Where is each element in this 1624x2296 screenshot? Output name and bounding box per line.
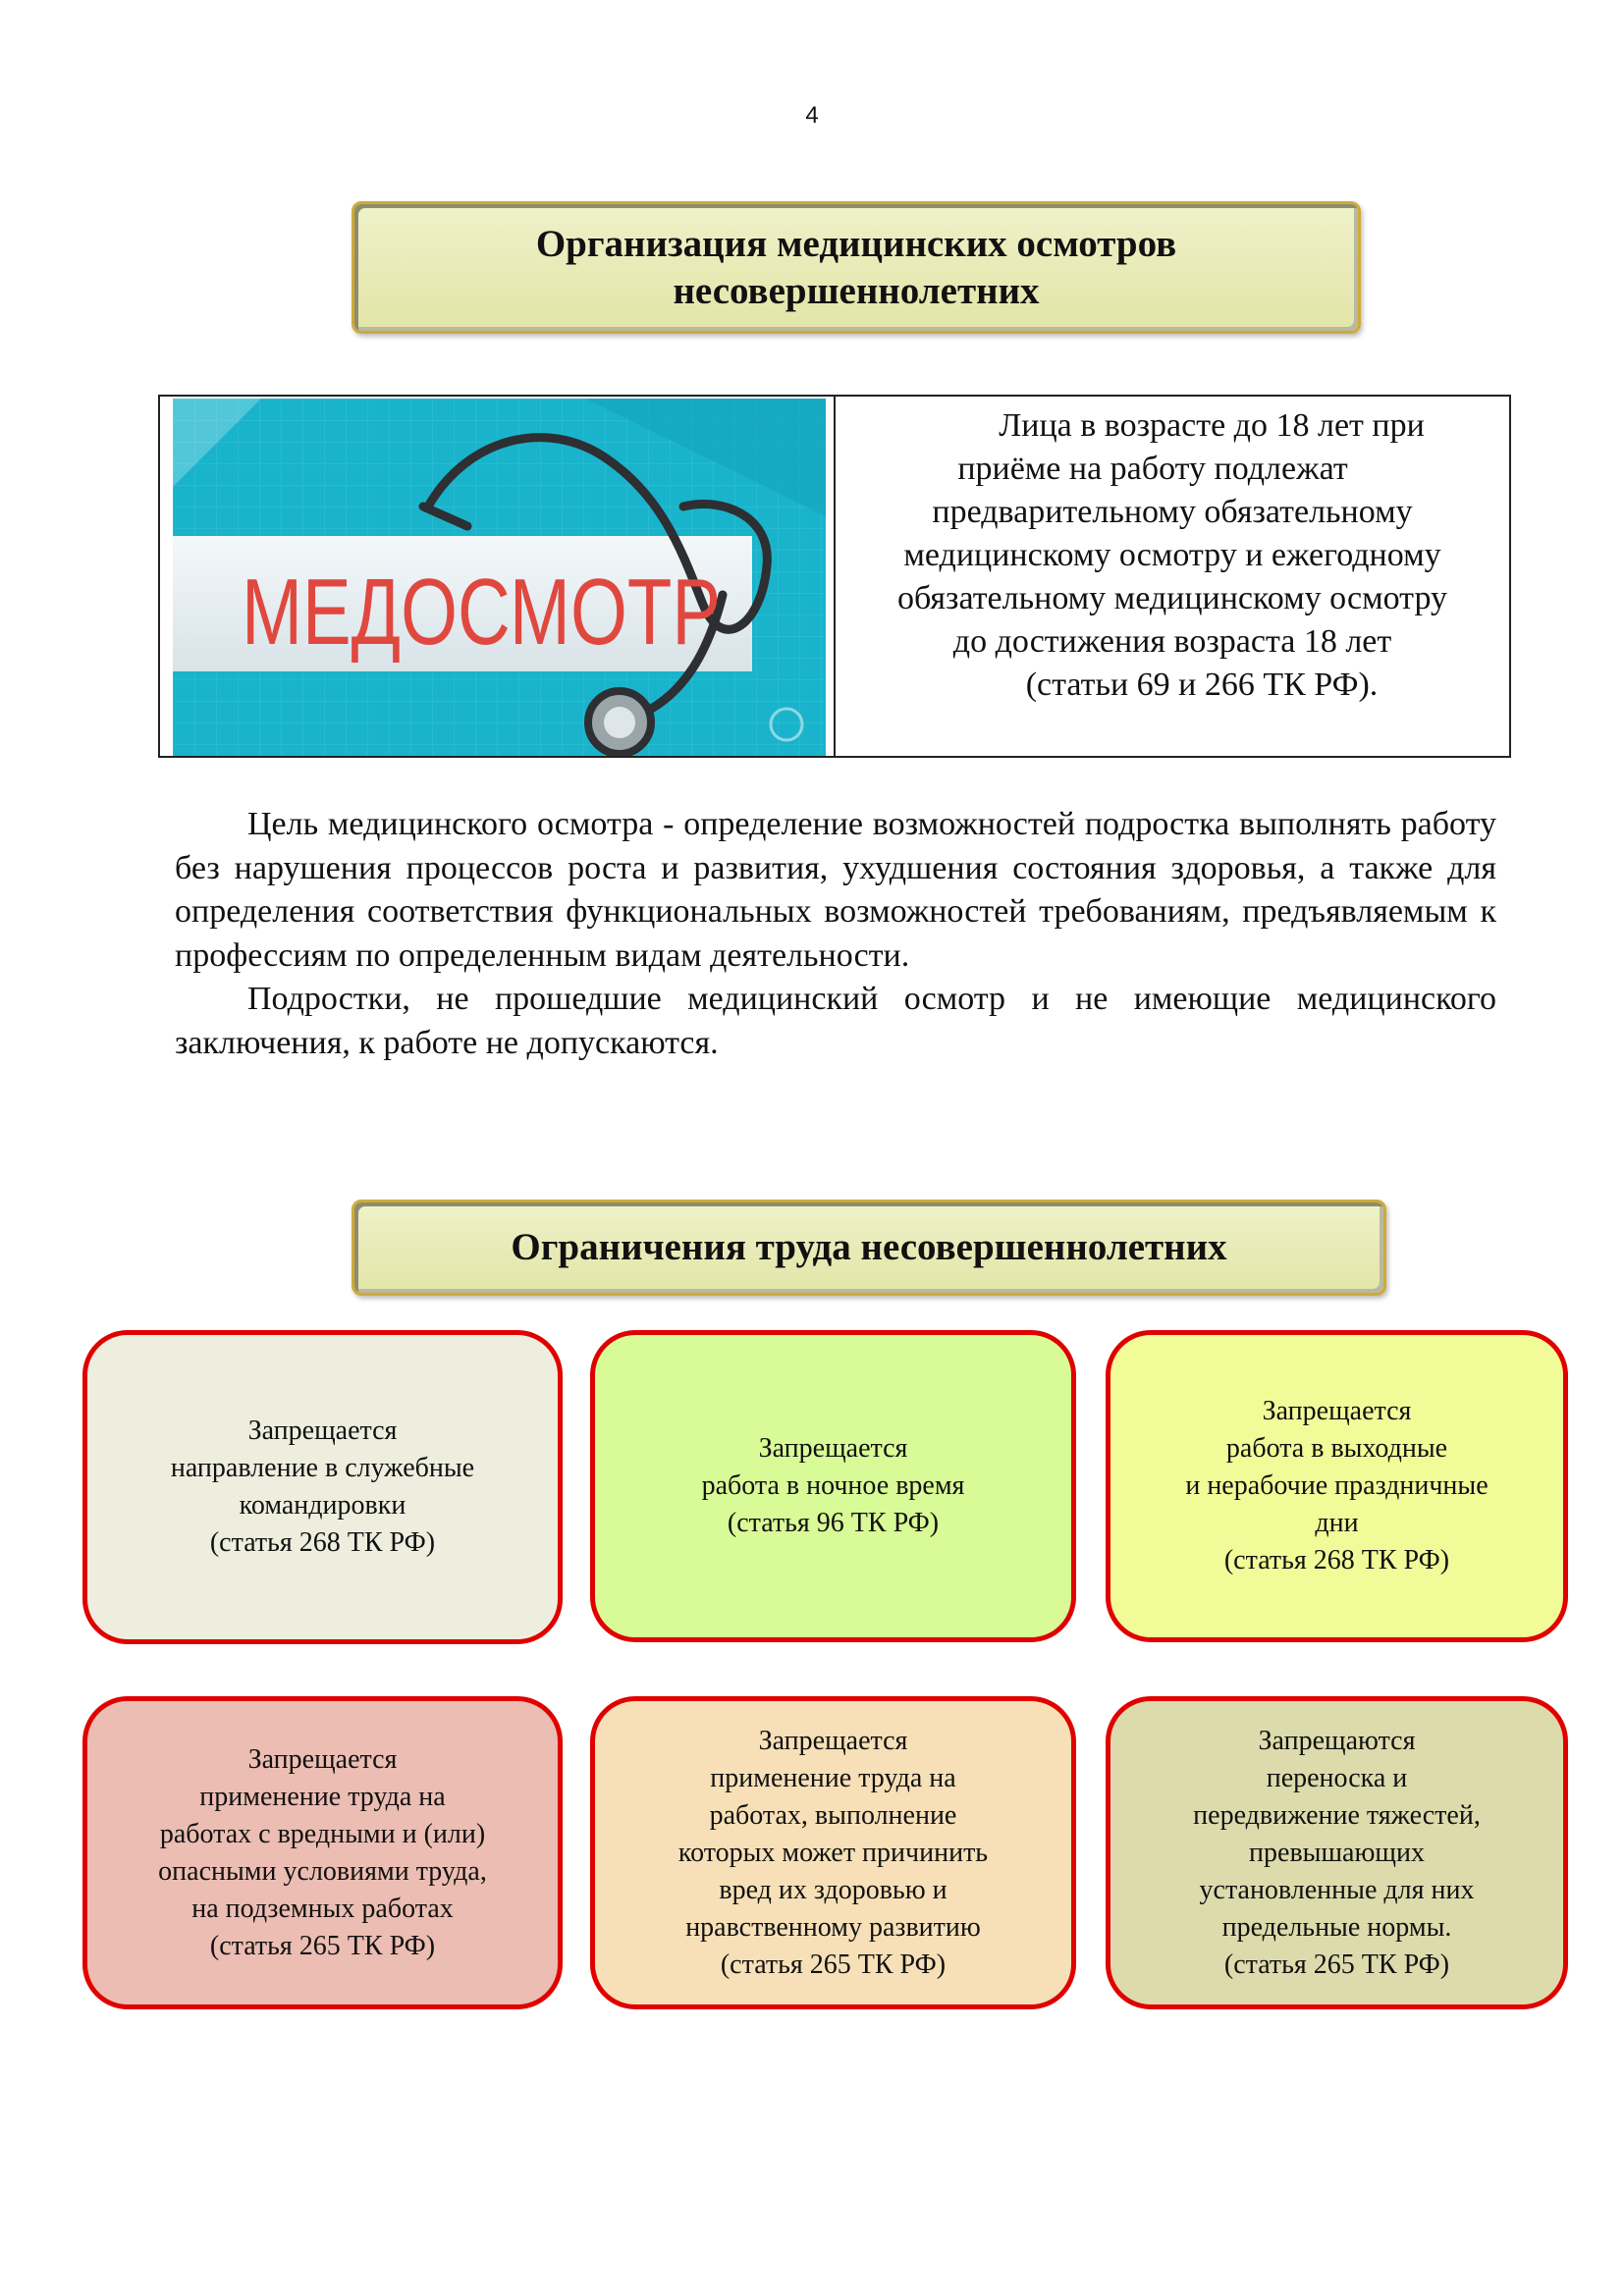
card-line: направление в служебные	[170, 1453, 475, 1483]
medosmotr-image-cell	[160, 397, 836, 756]
card-line: вред их здоровью и	[719, 1874, 947, 1905]
card-line: работах с вредными и (или)	[159, 1818, 486, 1849]
card-line: работах, выполнение	[709, 1799, 957, 1831]
page-number: 4	[805, 102, 819, 129]
image-word: МЕДОСМОТР	[242, 560, 721, 665]
restriction-card-hazardous-work	[82, 1696, 563, 2009]
card-line: превышающих	[1249, 1837, 1425, 1868]
info-line: (статьи 69 и 266 ТК РФ).	[1025, 667, 1379, 703]
card-line: Запрещается	[758, 1725, 908, 1756]
medosmotr-illustration	[173, 399, 826, 756]
paragraph-purpose: Цель медицинского осмотра - определение возможностей подростка выполнять работу без нарушения процессов роста и развития, ухудшения состояния здоровья, а также для определения соответствия функциональных возможностей требованиям, предъявляемым к профессиям по определенным видам деятельности.	[175, 806, 1496, 974]
card-line: предельные нормы.	[1221, 1911, 1452, 1943]
age-requirement-text	[836, 397, 1509, 756]
card-line: Запрещается	[247, 1415, 398, 1446]
card-line: применение труда на	[199, 1781, 446, 1812]
card-line: применение труда на	[710, 1762, 956, 1793]
info-line: Лица в возрасте до 18 лет при	[999, 407, 1425, 444]
card-line: Запрещаются	[1258, 1725, 1416, 1756]
card-line: установленные для них	[1199, 1874, 1475, 1905]
card-line: Запрещается	[247, 1743, 398, 1775]
restriction-card-heavy-lifting	[1106, 1696, 1568, 2009]
info-line: медицинскому осмотру и ежегодному	[903, 537, 1441, 573]
card-line: работа в выходные	[1225, 1433, 1448, 1464]
card-line: (статья 265 ТК РФ)	[209, 1930, 436, 1961]
restriction-card-health-moral-harm	[590, 1696, 1076, 2009]
section-title-line-1: Организация медицинских осмотров	[535, 222, 1177, 265]
card-line: (статья 265 ТК РФ)	[720, 1949, 947, 1980]
body-text	[175, 803, 1496, 1065]
info-line: до достижения возраста 18 лет	[952, 623, 1392, 660]
card-line: на подземных работах	[191, 1893, 454, 1924]
paragraph-admission: Подростки, не прошедшие медицинский осмотр и не имеющие медицинского заключения, к работе не допускаются.	[175, 981, 1496, 1061]
card-line: (статья 265 ТК РФ)	[1223, 1949, 1450, 1980]
info-line: обязательному медицинскому осмотру	[896, 580, 1448, 616]
section-title-line-2: несовершеннолетних	[673, 269, 1040, 312]
restriction-card-business-trips	[82, 1330, 563, 1644]
info-table	[158, 395, 1511, 758]
info-line: предварительному обязательному	[932, 494, 1413, 530]
card-line: работа в ночное время	[701, 1470, 965, 1501]
info-line: приёме на работу подлежат	[957, 451, 1348, 487]
card-line: которых может причинить	[677, 1837, 989, 1868]
card-line: передвижение тяжестей,	[1193, 1799, 1481, 1831]
card-line: (статья 268 ТК РФ)	[1223, 1545, 1450, 1575]
card-line: Запрещается	[758, 1433, 908, 1464]
card-line: нравственному развитию	[685, 1911, 981, 1943]
card-line: Запрещается	[1262, 1396, 1412, 1426]
card-line: (статья 268 ТК РФ)	[209, 1527, 436, 1558]
card-line: и нерабочие праздничные	[1185, 1470, 1489, 1501]
card-line: командировки	[239, 1490, 406, 1521]
card-line: переноска и	[1266, 1762, 1408, 1793]
card-line: дни	[1315, 1508, 1359, 1538]
restriction-card-weekends-holidays	[1106, 1330, 1568, 1642]
section-title-labor-restrictions: Ограничения труда несовершеннолетних	[352, 1200, 1386, 1296]
card-line: опасными условиями труда,	[158, 1855, 487, 1887]
restriction-card-night-work	[590, 1330, 1076, 1642]
section-title-medical-exams	[352, 201, 1361, 334]
card-line: (статья 96 ТК РФ)	[727, 1508, 940, 1538]
